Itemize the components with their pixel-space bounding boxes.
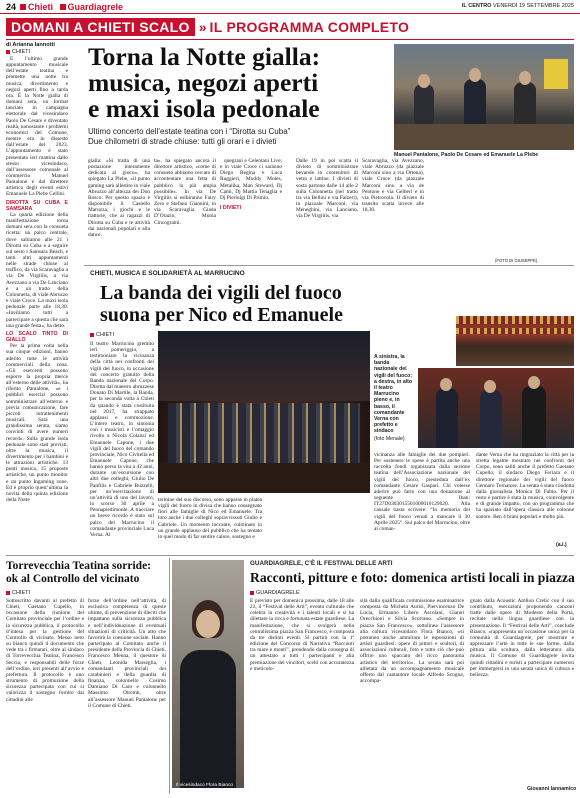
article2-signature: (a.i.) [556,542,567,548]
page-header [0,0,580,14]
article4-title: Racconti, pitture e foto: domenica artisti locali in piazza [250,570,575,585]
article4-photo-caption: Il vicesindaco Flora Bianco [176,783,234,788]
article4-col1: È previsto per domenica prossima, dalle 18 alle 23, il “Festival delle Arti”, evento culturale che celebra la creatività e i talenti locali e si ha dilettare la ricca e fortunata estate guardiese. La manifestazione, che si svolgerà nella centralissima piazza San Francesco, è composta da tre distinti eventi. Si partirà con la 1ª edizione del Concorso di Narrativa “Racconti tra mare e monti”, prendendo dalla consegna di un attestato a tutti i partecipanti e alla premiazione dei vincitori, scelti con accuratezza e meticolo- [250,598,354,672]
banner-left: DOMANI A CHIETI SCALO [6,18,195,36]
article2-photo-officials [418,368,574,448]
article2-photo-band [158,331,370,493]
article1-col1: È l’ultimo grande appuntamento musicale dell’estate teatina e promette una notte tra musica, divertimento e negozi aperti fino a tarda ora. È la Notte gialla di domani sera, un format lanciato in campagna elettorale dal vicesindaco Paolo De Cesare e diventato realtà, nonostante i problemi economici del Comune, mentre era in dissesto dall’estate del 2023. L’appuntamento è stato presentato ieri mattina dallo stesso vicesindaco, dall’assessore comunale al commercio Manuel Pantalone e dal direttore artistico degli eventi estivi Emanuele La Plebe Cellini. DIROTTA SU CUBA E SAMSARA La quarta edizione della manifestazione torna domani sera con la consueta ricetta: un palco centrale, dove saliranno alle 21 i Dirotta su Cuba e a seguire sul sesto i Samsara Beach, e tanti altri appuntamenti nelle strade chiuse al traffico, da via Scaravaglia a via De Virgiliis, a via Avezzano a via De Lanciano e a un tratto della Colonnetta, di viale Abruzzo e viale Croce. La maxi isola pedonale parte alle 18,30. «Invitiamo tutti a partecipare a questa che sarà una grande festa», ha detto. LO SCALO TINTO DI GIALLO Per la prima volta nella sua cinque edizioni, banno aderito tutte le attività commerciali della zona. «Gli esercenti possono esporre la propria merce all’esterno delle attività», ha riferito Pantalone, «e i pubblici esercizi possono somministrare all’esterno e previa comunicazione, fare piccoli intrattenimenti musicali. Sarà una grandissima serata, siamo convinti di avere numeri record». Sulla grande isola pedonale sono stati previsti, oltre la musica, il divertimento per i bambini e le attrazioni artistiche. 13 punti musica, 15 proposte artistiche, un punto monitor e un punto Ingaming zone. Ed è proprio quest’ultima la novità della quinta edizione della Notte [6,56,68,504]
article4-col3: gnato dalla Acoustic Amlion Crelic con il suo contributo, esecuzioni proponendo canzoni tratte dalle opere di Modesto della Porta, recitate nella lingua guardiese con la presentazione. Il “Festival delle Arti”, conclude Bianco, «rappresenta un’occasione unica per la comunità di Guardiagrele, per mostrare e apprezzare l’arte in tutte le sue forme, dalla pittura alla scultura, dalla letteratura alla musica. Il Comune di Guardiagrele invita quindi cittadini e turisti a partecipare numerosi per immergersi in una serata unica di cultura e bellezza. [470,598,574,678]
article1-photo [394,44,574,150]
article1-photo-credit: (FOTO DI GIUSEPPE) [495,258,538,263]
article1-col5: Dalle 19 in poi scatta il divieto di somministrare bevande in contenitori di vetro e lattine. I divieti di sosta partono dalle 14 alle 2 sulla Colonnetta (nel tratto tra via Bellini e via Falzeri), in piazzale Marconi, via Meneghini, via Lanciano, via De Virgiliis, via [296,158,358,220]
article3-title: Torrevecchia Teatina sorride: ok al Controllo del vicinato [6,560,152,585]
article2-place: CHIETI [90,332,114,338]
article4-place: GUARDIAGRELE [250,590,300,596]
article1-col4: quegrani e Celentani Live; e in viale Croce ci saranno Diego Regina e Luca Ruggieri, Muddy Moles, Metalika, Man Steward, Dj Cami, Dj Mattia Tenaglia e Dj Pierluigi Di Primio. I DIVIETI [220,158,282,212]
subsection-square-icon [60,4,66,10]
article2-col4: dante Verna che ha ringraziato la città per la stretta legame mostrato nei confronti del Corpo, sono saliti anche il prefetto Gaetano Cupello, il sindaco Diego Ferrara e il direttore regionale dei vigili del fuoco Gennaro Tornatore. La serata è stata condotta dalla giornalista Monica Di Fabio. Per il resto è partire è stata la musica, coinvolgente e di grande impatto, con un programma che ha spaziato dall’opera classica alle colonne sonore. Ben 4 brani popolari e molto più. [476,452,574,520]
article4-photo [172,560,244,788]
article3-col1: Sottoscritto davanti al prefetto di Chieti, Gaetano Cupello, in occasione della riunione del Comitato provinciale per l’ordine e la sicurezza pubblica, il protocollo d’intesa per la gestione del Controllo di vicinato. Messo nero su bianco quindi il documento che vede tra i firmatari, oltre al sindaco di Torrevecchia Teatina, Francesco Seccia, e responsabili delle forze dell’ordine, ieri presenti all’avvio e prefettura. Il protocollo è uno strumento di promozione della sicurezza partecipata con cui si valorizza il sostegno fornito dai cittadini alle [6,598,84,703]
article2-title: La banda dei vigili del fuoco suona per Nico ed Emanuele [100,282,343,326]
article1-col2: gialla: «Si tratta di una postazione interamente dedicata al gioco», ha spiegato La Plebe, «il punto gaming sarà allestito in viale Abruzzo all’altezza dei Don Bosco. Per questo spazio è disponibile il Castello Maruzza, i giochi e le trattorie, che ai ragazzi di Dirotta su Cuba e le attività dai nazionali popolari e alla dance. [88,158,150,238]
article4-kicker: GUARDIAGRELE, C’È IL FESTIVAL DELLE ARTI [250,560,393,567]
article1-col3: ta», ha spiegato ancora il direttore artistico, «come di consueto abbiamo cercato di accontentare una fetta di pubblico la più ampia possibile». In via De Virgiliis si esibiranno Fairy Zero e Stefano Giannini, in via Scaravaglia Giada D’Orazio, Monia Cincogrami. [154,158,216,226]
paper-name: IL CENTRO VENERDÌ 19 SETTEMBRE 2025 [461,3,574,9]
article2-kicker: CHIETI, MUSICA E SOLIDARIETÀ AL MARRUCINO [90,270,245,277]
article2-photo-theater [456,316,574,366]
article1-subtitle: Ultimo concerto dell’estate teatina con i “Dirotta su Cuba” Due chilometri di strade chiuse: tutti gli orari e i divieti [88,127,291,146]
article2-photo-caption: A sinistra, la banda nazionale dei vigili del fuoco; a destra, in alto il teatro Marrucino pieno e, in basso, il comandante Verna con prefetto e sindaco (foto Menale) [374,354,413,442]
article2-col3: vicinanza alle famiglie dei due pompieri. Per sostenere le spese è partita anche una raccolta fondi organizzata dalla sezione teatina dell’Associazione nazionale dei vigili del fuoco, presieduta dall’ex comandante Cesare Gaspari. Chi volesse aderire può farlo con una donazione al seguente Iban: IT27D0303015501000010129020. Alla causale basta scrivere: “In memoria dei vigili del fuoco venuti a mancare il 30 Aprile 2025”. Sul palco del Marrucino, oltre al coman- [374,452,470,532]
article2-col1: Il teatro Marrucino gremito ieri pomeriggio, a testimoniare la vicinanza della città nei confronti dei vigili del fuoco, in occasione del concerto gratuito della Banda nazionale del Corpo. Diretta dal maestro abruzzese Donato Di Martile, la Banda, per la seconda volta a Chieti da quando è stata costituita nel 2017, ha strappato applausi e commozione. L’intero teatro, in sintonia con i musicisti e l’omaggio rivolto a Nicola Colanzi ed Emanuele Capone, i due vigili del fuoco del comando provinciale, Nico Civitella ed Emanuele Capone, che hanno perso la vita a 42 anni, durante un’escursione con altri due colleghi, Giulio De Panfilis e Gabriele Buzzelli, per un’esercitazione di un’attività di uno del lavoro, lo scorso 30 aprile a Pennapiedimonte. A tracciare un breve ricordo è stato sul palco del Marrucino il comandante provinciale Luca Verna. Al [90,341,154,538]
top-banner [6,18,574,36]
article2-col2: termine del suo discorso, sono apparse in platea vigili del fuoco in divisa che hanno consegnato fiori alle famiglie di Nico ed Emanuele. Tra loro anche i due colleghi sopravvissuti Giulio e Gabriele. Un momento toccante, culminato in un grande applauso del pubblico che ha tentato in quel modo di far sentire calore, sostegno e [158,497,262,540]
article1-col6: Scaravaglia, via Avezzano, viale Abruzzo (da piazzale Marconi sino a via Ortona), viale Croce (da piazzale Marconi sino a via de Pentone e via Gelberi e in via Pietrocola. Il divieto di transito scatta invece alle 18,30. [362,158,424,214]
section-square-icon [20,4,26,10]
article1-byline: di Arianna Iannotti [6,42,55,48]
article1-title: Torna la Notte gialla: musica, negozi aperti e maxi isola pedonale [88,42,321,123]
section-name: Chieti Guardiagrele [20,2,123,12]
article1-photo-caption: Manuel Pantalone, Paolo De Cesare ed Emanuele La Plebe [394,152,539,158]
page-number: 24 [6,2,17,12]
article4-col2: sità dalla qualificata commissione esaminatrice composta da Michela Aurisi, Piervincenzo De Lucia, Ermanno Libero Ascolani, Gianni Orecchioni e Silvia Scorrano. «Sempre in piazza San Francesco», sottolinea l’assessore alla cultura vicesindaco Flora Bianco, «si potranno anche ammirare le esposizioni di artisti guardiesi: opere di pittori e scultori, di associazioni culturali, foto e tutto ciò che può offrire uno spaccato del ricco panorama artistico del territorio». La serata sarà poi allietata da un accompagnamento musicale offerto dal cantautore locale Alfredo Scogna, accompa- [360,598,464,685]
article3-col2: forze dell’ordine nell’attività, di esclusiva competenza di queste ultime, di prevenzione di illeciti che impattano sulla sicurezza pubblica e nell’individuazione di eventuali situazioni di criticità. Un atto che favorirà la coesione sociale. Hanno partecipato al Comitato anche il presidente della Provincia di Chieti, Francesco Menna, il questore di Chieti, Leonida Marseglia, i comandanti provinciali dei carabinieri e della guardia di finanza, colonnello Cosimo Damiano Di Caro e colonnello Massimo Ottomb, oltre all’assessore Manuel Pantalone per il Comune di Chieti. [88,598,166,709]
banner-arrow-icon: » [198,19,207,35]
article1-place: CHIETI [6,49,30,55]
banner-right: IL PROGRAMMA COMPLETO [209,19,410,35]
article4-signature: Giovanni Iannamico [527,786,577,792]
article3-place: CHIETI [6,590,30,596]
